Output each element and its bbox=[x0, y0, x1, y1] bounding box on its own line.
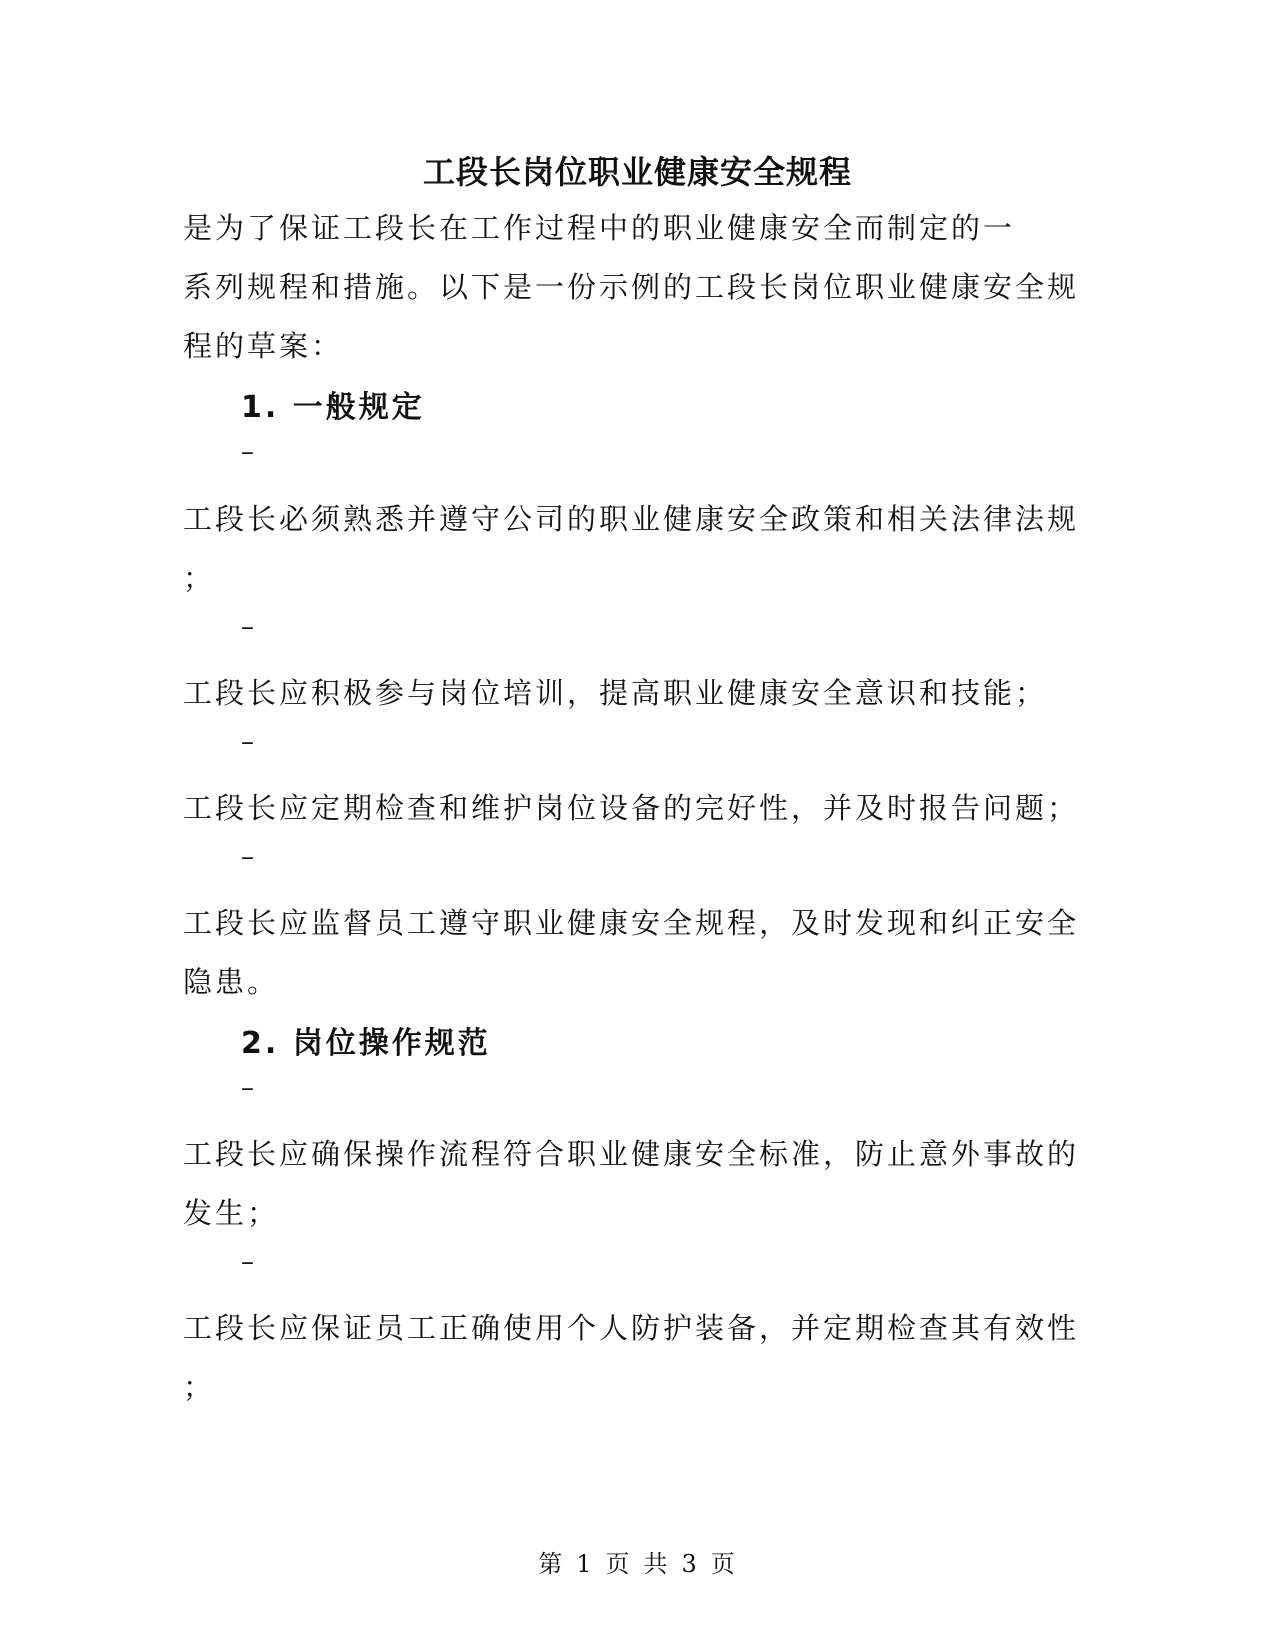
section2-item2-dash: – bbox=[241, 1247, 254, 1277]
footer-total-pages: 3 bbox=[681, 1550, 699, 1578]
section2-item1-dash: – bbox=[241, 1073, 254, 1103]
section1-item2-line1: 工段长应积极参与岗位培训，提高职业健康安全意识和技能； bbox=[183, 676, 1048, 710]
footer-prefix: 第 bbox=[538, 1550, 565, 1578]
section1-item4-dash: – bbox=[241, 842, 254, 872]
section1-heading: 1. 一般规定 bbox=[241, 390, 425, 425]
section1-item4-line1: 工段长应监督员工遵守职业健康安全规程，及时发现和纠正安全 bbox=[183, 906, 1080, 940]
intro-line-1: 是为了保证工段长在工作过程中的职业健康安全而制定的一 bbox=[183, 211, 1016, 245]
footer-total-word: 共 bbox=[643, 1550, 670, 1578]
section1-item1-line2: ； bbox=[183, 561, 216, 595]
intro-line-3: 程的草案： bbox=[183, 329, 344, 363]
section2-item2-line2: ； bbox=[183, 1370, 216, 1404]
section2-heading: 2. 岗位操作规范 bbox=[241, 1026, 491, 1061]
document-title: 工段长岗位职业健康安全规程 bbox=[422, 153, 852, 191]
footer-current-page: 1 bbox=[576, 1550, 594, 1578]
footer-page-word: 页 bbox=[605, 1550, 632, 1578]
intro-line-2: 系列规程和措施。以下是一份示例的工段长岗位职业健康安全规 bbox=[183, 270, 1080, 304]
section1-item4-line2: 隐患。 bbox=[183, 965, 280, 999]
section2-item1-line1: 工段长应确保操作流程符合职业健康安全标准，防止意外事故的 bbox=[183, 1137, 1080, 1171]
section1-item1-dash: – bbox=[241, 437, 254, 467]
section2-item2-line1: 工段长应保证员工正确使用个人防护装备，并定期检查其有效性 bbox=[183, 1311, 1080, 1345]
footer-suffix: 页 bbox=[710, 1550, 737, 1578]
section1-item3-dash: – bbox=[241, 727, 254, 757]
page-footer bbox=[0, 1544, 1275, 1579]
section1-item1-line1: 工段长必须熟悉并遵守公司的职业健康安全政策和相关法律法规 bbox=[183, 502, 1080, 536]
section1-item3-line1: 工段长应定期检查和维护岗位设备的完好性，并及时报告问题； bbox=[183, 791, 1080, 825]
section2-item1-line2: 发生； bbox=[183, 1196, 280, 1230]
section1-item2-dash: – bbox=[241, 612, 254, 642]
